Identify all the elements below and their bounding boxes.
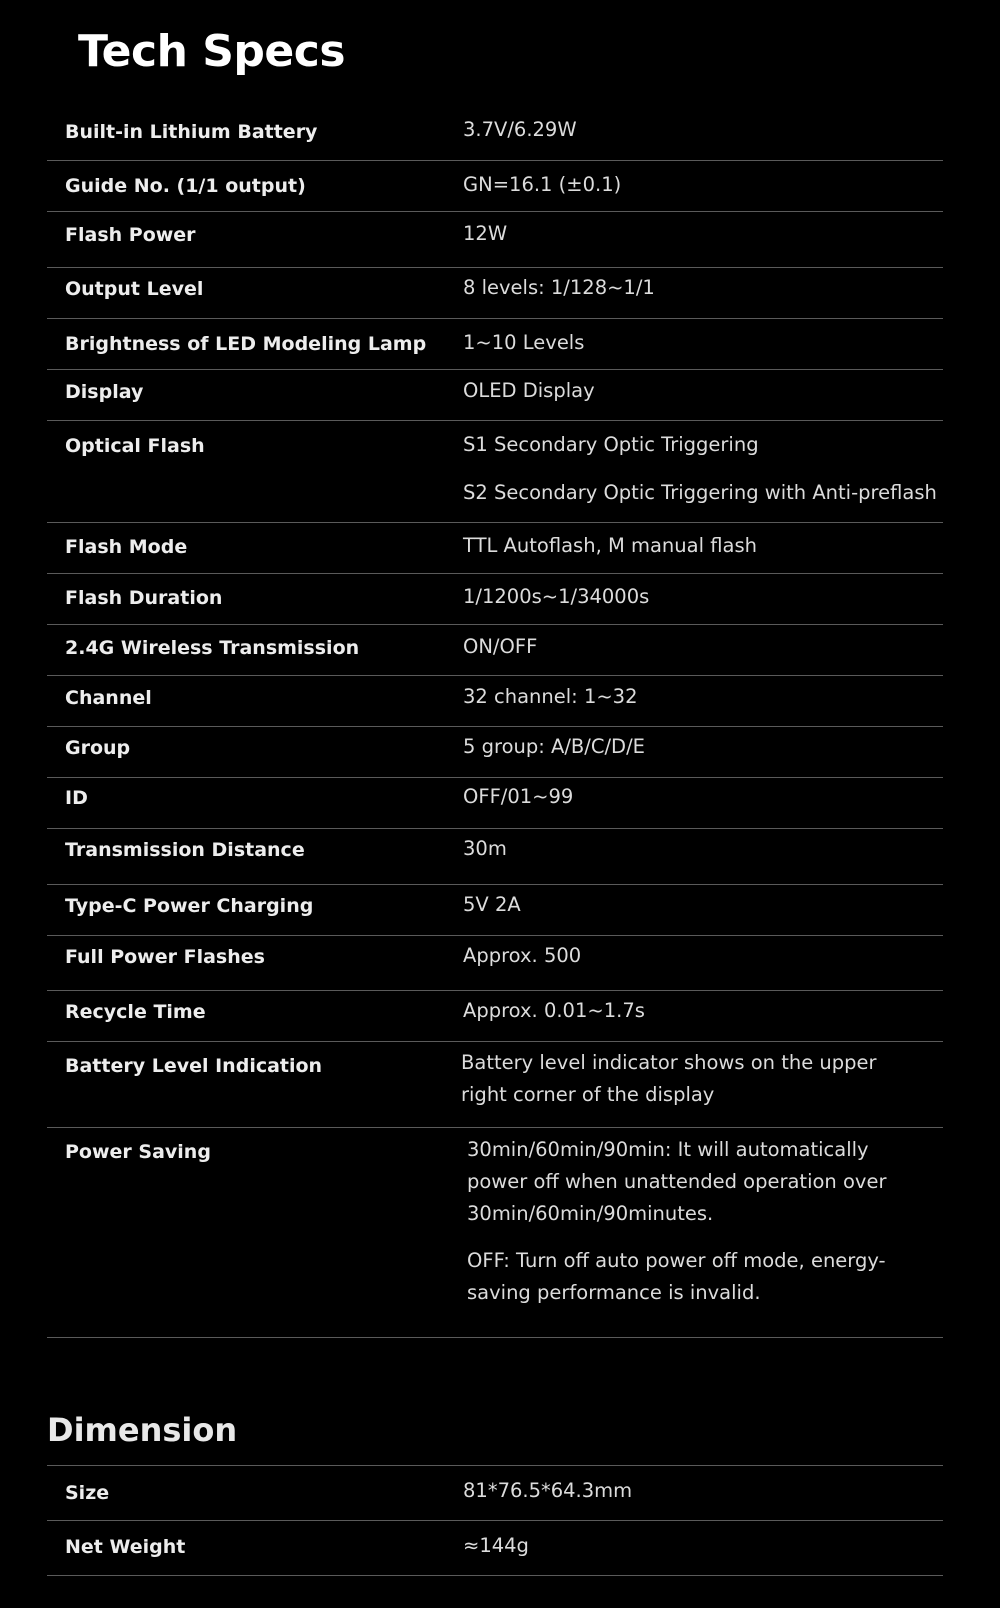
spec-row: [47, 523, 943, 574]
spec-label: Flash Power: [65, 224, 196, 246]
spec-value: OLED Display: [463, 379, 595, 402]
spec-row: [47, 370, 943, 421]
spec-label: Power Saving: [65, 1141, 211, 1163]
spec-label: Transmission Distance: [65, 839, 305, 861]
spec-value: Approx. 500: [463, 944, 582, 967]
spec-row: [47, 991, 943, 1042]
spec-label: Built-in Lithium Battery: [65, 121, 318, 143]
spec-value: 1/1200s~1/34000s: [463, 585, 650, 608]
spec-value: 5V 2A: [463, 893, 521, 916]
spec-row: [47, 1521, 943, 1576]
spec-label: Full Power Flashes: [65, 946, 265, 968]
spec-label: ID: [65, 787, 88, 809]
spec-label: Size: [65, 1482, 110, 1504]
spec-label: Group: [65, 737, 131, 759]
spec-row: [47, 161, 943, 212]
spec-value: TTL Autoflash, M manual flash: [463, 534, 757, 557]
spec-label: Type-C Power Charging: [65, 895, 314, 917]
spec-label: Guide No. (1/1 output): [65, 175, 306, 197]
spec-row: [47, 110, 943, 161]
spec-row: [47, 727, 943, 778]
spec-value: 5 group: A/B/C/D/E: [463, 735, 645, 758]
spec-row: [47, 1042, 943, 1128]
spec-row: [47, 676, 943, 727]
spec-value: Battery level indicator shows on the upper right corner of the display: [461, 1051, 877, 1106]
spec-value: 3.7V/6.29W: [463, 118, 577, 141]
spec-row: [47, 319, 943, 370]
spec-row: [47, 268, 943, 319]
spec-label: Flash Duration: [65, 587, 223, 609]
spec-row: [47, 574, 943, 625]
spec-value: 30m: [463, 837, 507, 860]
spec-label: Brightness of LED Modeling Lamp: [65, 333, 427, 355]
spec-label: Net Weight: [65, 1536, 186, 1558]
spec-label: Output Level: [65, 278, 204, 300]
spec-value: 12W: [463, 222, 508, 245]
spec-value: 1~10 Levels: [463, 331, 585, 354]
spec-label: Display: [65, 381, 144, 403]
spec-value: GN=16.1 (±0.1): [463, 173, 622, 196]
spec-value: 8 levels: 1/128~1/1: [463, 276, 655, 299]
spec-row: [47, 936, 943, 991]
spec-value: OFF/01~99: [463, 785, 574, 808]
spec-row: [47, 421, 943, 523]
spec-label: Recycle Time: [65, 1001, 206, 1023]
spec-row: [47, 625, 943, 676]
spec-row: [47, 212, 943, 268]
dimension-title: Dimension: [47, 1411, 238, 1449]
spec-value: Approx. 0.01~1.7s: [463, 999, 645, 1022]
spec-row: [47, 1128, 943, 1338]
spec-value: S2 Secondary Optic Triggering with Anti-preflash: [463, 481, 937, 504]
spec-label: Optical Flash: [65, 435, 205, 457]
page-title: Tech Specs: [78, 26, 346, 77]
spec-label: 2.4G Wireless Transmission: [65, 637, 360, 659]
spec-row: [47, 885, 943, 936]
spec-value: ≈144g: [463, 1534, 529, 1557]
spec-value: OFF: Turn off auto power off mode, energy-saving performance is invalid.: [467, 1249, 886, 1304]
spec-value: S1 Secondary Optic Triggering: [463, 433, 759, 456]
spec-value: ON/OFF: [463, 635, 538, 658]
spec-value: 81*76.5*64.3mm: [463, 1479, 633, 1502]
spec-row: [47, 829, 943, 885]
spec-value: 32 channel: 1~32: [463, 685, 638, 708]
spec-label: Flash Mode: [65, 536, 188, 558]
spec-value: 30min/60min/90min: It will automatically power off when unattended operation over 30min/60min/90minutes.: [467, 1138, 887, 1225]
spec-label: Channel: [65, 687, 152, 709]
spec-row: [47, 1465, 943, 1521]
spec-row: [47, 778, 943, 829]
spec-label: Battery Level Indication: [65, 1055, 323, 1077]
